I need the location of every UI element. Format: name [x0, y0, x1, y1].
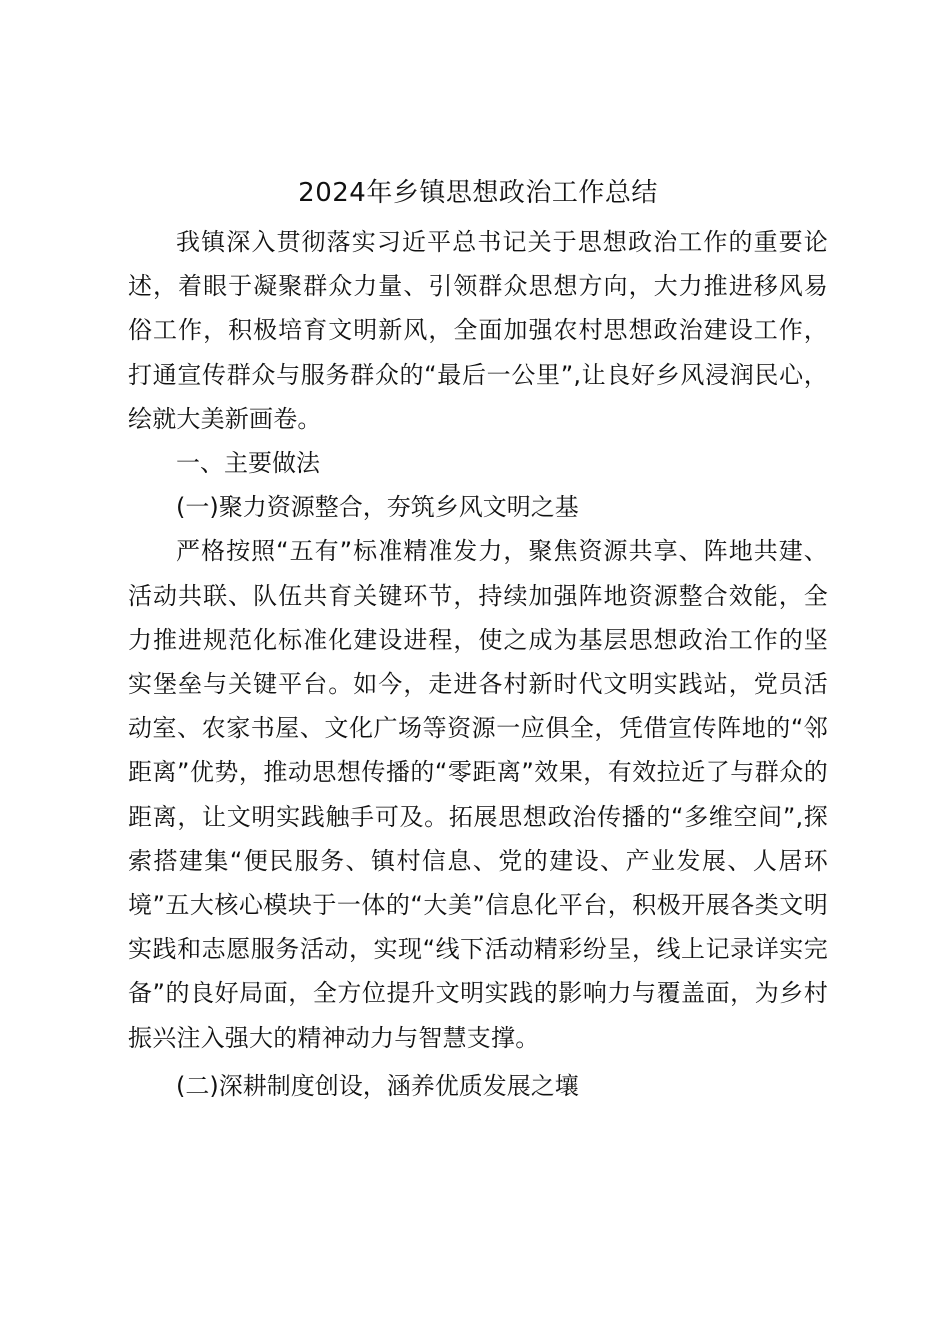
subsection-heading-resource-integration: (一)聚力资源整合，夯筑乡风文明之基 [176, 493, 579, 522]
document-title: 2024年乡镇思想政治工作总结 [298, 178, 658, 208]
subsection-body-resource-integration: 严格按照“五有”标准精准发力，聚焦资源共享、阵地共建、活动共联、队伍共育关键环节，持续加强阵地资源整合效能，全力推进规范化标准化建设进程，使之成为基层思想政治工作的坚实堡垒与关键平台。如今，走进各村新时代文明实践站，党员活动室、农家书屋、文化广场等资源一应俱全，凭借宣传阵地的“邻距离”优势，推动思想传播的“零距离”效果，有效拉近了与群众的距离，让文明实践触手可及。拓展思想政治传播的“多维空间”,探索搭建集“便民服务、镇村信息、党的建设、产业发展、人居环境”五大核心模块于一体的“大美”信息化平台，积极开展各类文明实践和志愿服务活动，实现“线下活动精彩纷呈，线上记录详实完备”的良好局面，全方位提升文明实践的影响力与覆盖面，为乡村振兴注入强大的精神动力与智慧支撑。 [128, 537, 828, 1052]
subsection-heading-system-building: (二)深耕制度创设，涵养优质发展之壤 [176, 1071, 579, 1100]
section-heading-main-practices: 一、主要做法 [176, 449, 320, 478]
document-content [128, 172, 828, 1108]
intro-paragraph: 我镇深入贯彻落实习近平总书记关于思想政治工作的重要论述，着眼于凝聚群众力量、引领群众思想方向，大力推进移风易俗工作，积极培育文明新风，全面加强农村思想政治建设工作，打通宣传群众与服务群众的“最后一公里”,让良好乡风浸润民心，绘就大美新画卷。 [128, 228, 828, 433]
